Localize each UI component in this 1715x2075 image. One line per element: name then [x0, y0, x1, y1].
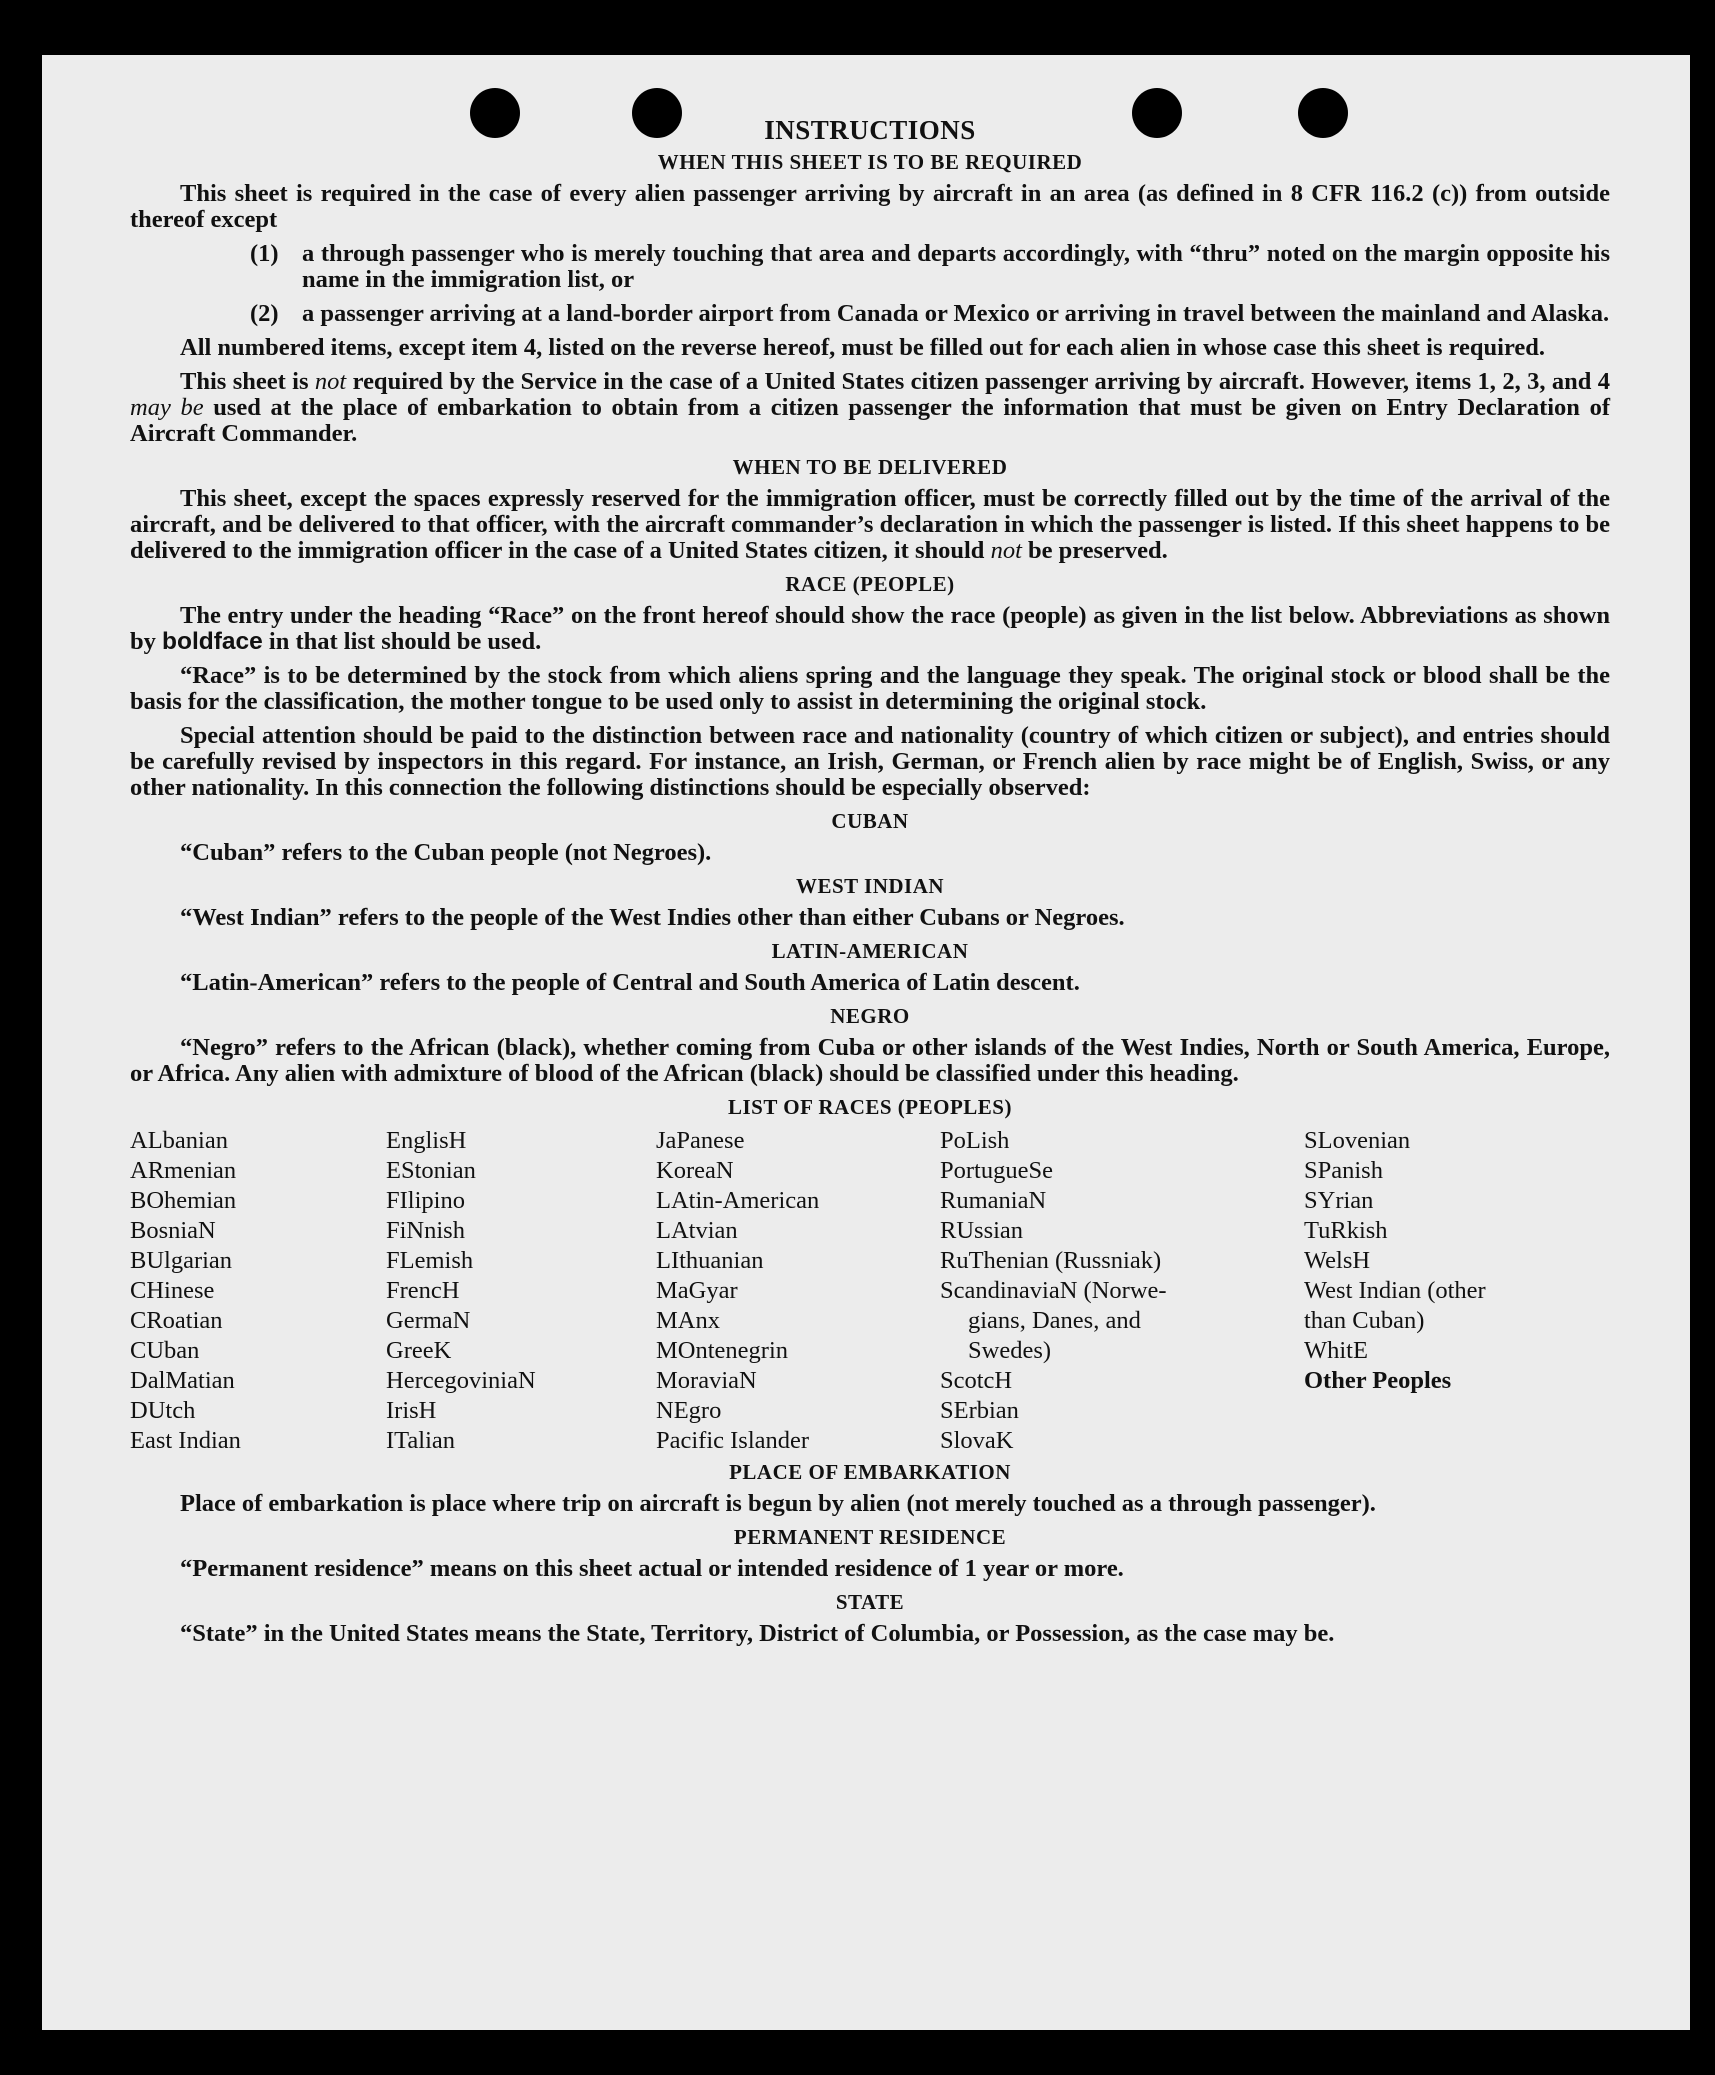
race-item: CUban — [130, 1337, 200, 1364]
paragraph: “Negro” refers to the African (black), whether coming from Cuba or other islands of the West Indies, North or South America, Europe, or Africa. Any alien with admixture of blood of the African (black) should be classified under this heading. — [130, 1034, 1610, 1087]
race-column — [1304, 1126, 1564, 1456]
race-item: GermaN — [386, 1307, 471, 1334]
race-item: East Indian — [130, 1427, 241, 1454]
race-item: PoLish — [940, 1127, 1010, 1154]
race-item: MoraviaN — [656, 1367, 757, 1394]
list-item — [130, 241, 1610, 293]
race-item: SErbian — [940, 1397, 1019, 1424]
paragraph: Special attention should be paid to the distinction between race and nationality (country of which citizen or subject), and entries should be carefully revised by inspectors in this regard. For instance, an Irish, German, or French alien by race might be of English, Swiss, or any other nationality. In this connection the following distinctions should be especially observed: — [130, 722, 1610, 801]
race-item: WelsH — [1304, 1247, 1371, 1274]
race-item: Pacific Islander — [656, 1427, 810, 1454]
race-item: FiNnish — [386, 1217, 465, 1244]
race-item: CRoatian — [130, 1307, 223, 1334]
race-item: NEgro — [656, 1397, 722, 1424]
race-item: RUssian — [940, 1217, 1024, 1244]
section-heading: WHEN THIS SHEET IS TO BE REQUIRED — [657, 150, 1083, 174]
paragraph: “Latin-American” refers to the people of Central and South America of Latin descent. — [180, 969, 1080, 996]
race-item: IrisH — [386, 1397, 437, 1424]
race-item: Swedes) — [968, 1337, 1052, 1364]
paragraph: Place of embarkation is place where trip on aircraft is begun by alien (not merely touched as a through passenger). — [180, 1490, 1376, 1517]
section-heading: PLACE OF EMBARKATION — [729, 1460, 1011, 1484]
race-item: ALbanian — [130, 1127, 228, 1154]
race-item: GreeK — [386, 1337, 452, 1364]
race-item: PortugueSe — [940, 1157, 1053, 1184]
document-page — [42, 55, 1690, 2030]
race-list — [130, 1126, 1610, 1456]
race-item: HercegoviniaN — [386, 1367, 536, 1394]
paragraph: “Race” is to be determined by the stock from which aliens spring and the language they speak. The original stock or blood shall be the basis for the classification, the mother tongue to be used only to assist in determining the original stock. — [130, 662, 1610, 715]
page-title: INSTRUCTIONS — [764, 115, 976, 145]
race-column — [940, 1126, 1304, 1456]
section-heading: LATIN-AMERICAN — [771, 939, 969, 963]
race-item: DUtch — [130, 1397, 196, 1424]
race-item: gians, Danes, and — [968, 1307, 1141, 1334]
paragraph: The entry under the heading “Race” on the front hereof should show the race (people) as given in the list below. Abbreviations as shown by boldface in that list should be used. — [130, 602, 1610, 655]
race-item: ScandinaviaN (Norwe- — [940, 1277, 1167, 1304]
race-item: MOntenegrin — [656, 1337, 788, 1364]
list-item — [130, 301, 1610, 327]
race-column — [130, 1126, 386, 1456]
race-item: LAtvian — [656, 1217, 738, 1244]
paragraph: “Cuban” refers to the Cuban people (not Negroes). — [180, 839, 712, 866]
race-column — [656, 1126, 940, 1456]
list-number: (2) — [250, 300, 279, 327]
race-item: EStonian — [386, 1157, 476, 1184]
section-heading: RACE (PEOPLE) — [785, 572, 955, 596]
race-item: Other Peoples — [1304, 1367, 1452, 1394]
race-item: DalMatian — [130, 1367, 235, 1394]
race-item: MaGyar — [656, 1277, 738, 1304]
race-item: SLovenian — [1304, 1127, 1411, 1154]
race-item: SPanish — [1304, 1157, 1383, 1184]
section-heading: WHEN TO BE DELIVERED — [732, 455, 1008, 479]
race-item: BosniaN — [130, 1217, 216, 1244]
race-item: ITalian — [386, 1427, 456, 1454]
paragraph: “State” in the United States means the State, Territory, District of Columbia, or Possession, as the case may be. — [180, 1620, 1335, 1647]
section-heading: STATE — [835, 1590, 905, 1614]
race-item: FLemish — [386, 1247, 474, 1274]
race-item: TuRkish — [1304, 1217, 1388, 1244]
race-item: than Cuban) — [1304, 1307, 1425, 1334]
race-item: FIlipino — [386, 1187, 465, 1214]
race-item: RuThenian (Russniak) — [940, 1247, 1162, 1274]
race-item: ScotcH — [940, 1367, 1013, 1394]
race-item: LIthuanian — [656, 1247, 764, 1274]
section-heading: WEST INDIAN — [795, 874, 945, 898]
race-item: EnglisH — [386, 1127, 467, 1154]
list-text: a through passenger who is merely touching that area and departs accordingly, with “thru” noted on the margin opposite his name in the immigration list, or — [302, 240, 1610, 293]
race-item: West Indian (other — [1304, 1277, 1486, 1304]
race-column — [386, 1126, 656, 1456]
race-item: CHinese — [130, 1277, 215, 1304]
race-item: KoreaN — [656, 1157, 734, 1184]
paragraph: All numbered items, except item 4, listed on the reverse hereof, must be filled out for each alien in whose case this sheet is required. — [180, 334, 1546, 361]
race-item: SlovaK — [940, 1427, 1014, 1454]
section-heading: CUBAN — [831, 809, 909, 833]
race-item: RumaniaN — [940, 1187, 1047, 1214]
paragraph: “Permanent residence” means on this sheet actual or intended residence of 1 year or more. — [180, 1555, 1124, 1582]
race-item: JaPanese — [656, 1127, 745, 1154]
race-item: LAtin-American — [656, 1187, 820, 1214]
race-item: WhitE — [1304, 1337, 1368, 1364]
race-item: MAnx — [656, 1307, 720, 1334]
section-heading: NEGRO — [830, 1004, 910, 1028]
race-item: ARmenian — [130, 1157, 237, 1184]
list-number: (1) — [250, 240, 279, 267]
list-text: a passenger arriving at a land-border airport from Canada or Mexico or arriving in travel between the mainland and Alaska. — [302, 300, 1610, 327]
race-item: SYrian — [1304, 1187, 1374, 1214]
section-heading: PERMANENT RESIDENCE — [733, 1525, 1007, 1549]
paragraph: This sheet, except the spaces expressly reserved for the immigration officer, must be correctly filled out by the time of the arrival of the aircraft, and be delivered to that officer, with the aircraft commander’s declaration in which the passenger is listed. If this sheet happens to be delivered to the immigration officer in the case of a United States citizen, it should not be preserved. — [130, 485, 1610, 564]
paragraph: “West Indian” refers to the people of the West Indies other than either Cubans or Negroes. — [180, 904, 1125, 931]
race-item: BOhemian — [130, 1187, 237, 1214]
paragraph: This sheet is not required by the Service in the case of a United States citizen passenger arriving by aircraft. However, items 1, 2, 3, and 4 may be used at the place of embarkation to obtain from a citizen passenger the information that must be given on Entry Declaration of Aircraft Commander. — [130, 368, 1611, 447]
race-item: FrencH — [386, 1277, 460, 1304]
paragraph: This sheet is required in the case of every alien passenger arriving by aircraft in an area (as defined in 8 CFR 116.2 (c)) from outside thereof except — [130, 180, 1610, 233]
race-item: BUlgarian — [130, 1247, 233, 1274]
instructions-content — [130, 115, 1610, 1655]
section-heading: LIST OF RACES (PEOPLES) — [728, 1095, 1012, 1119]
